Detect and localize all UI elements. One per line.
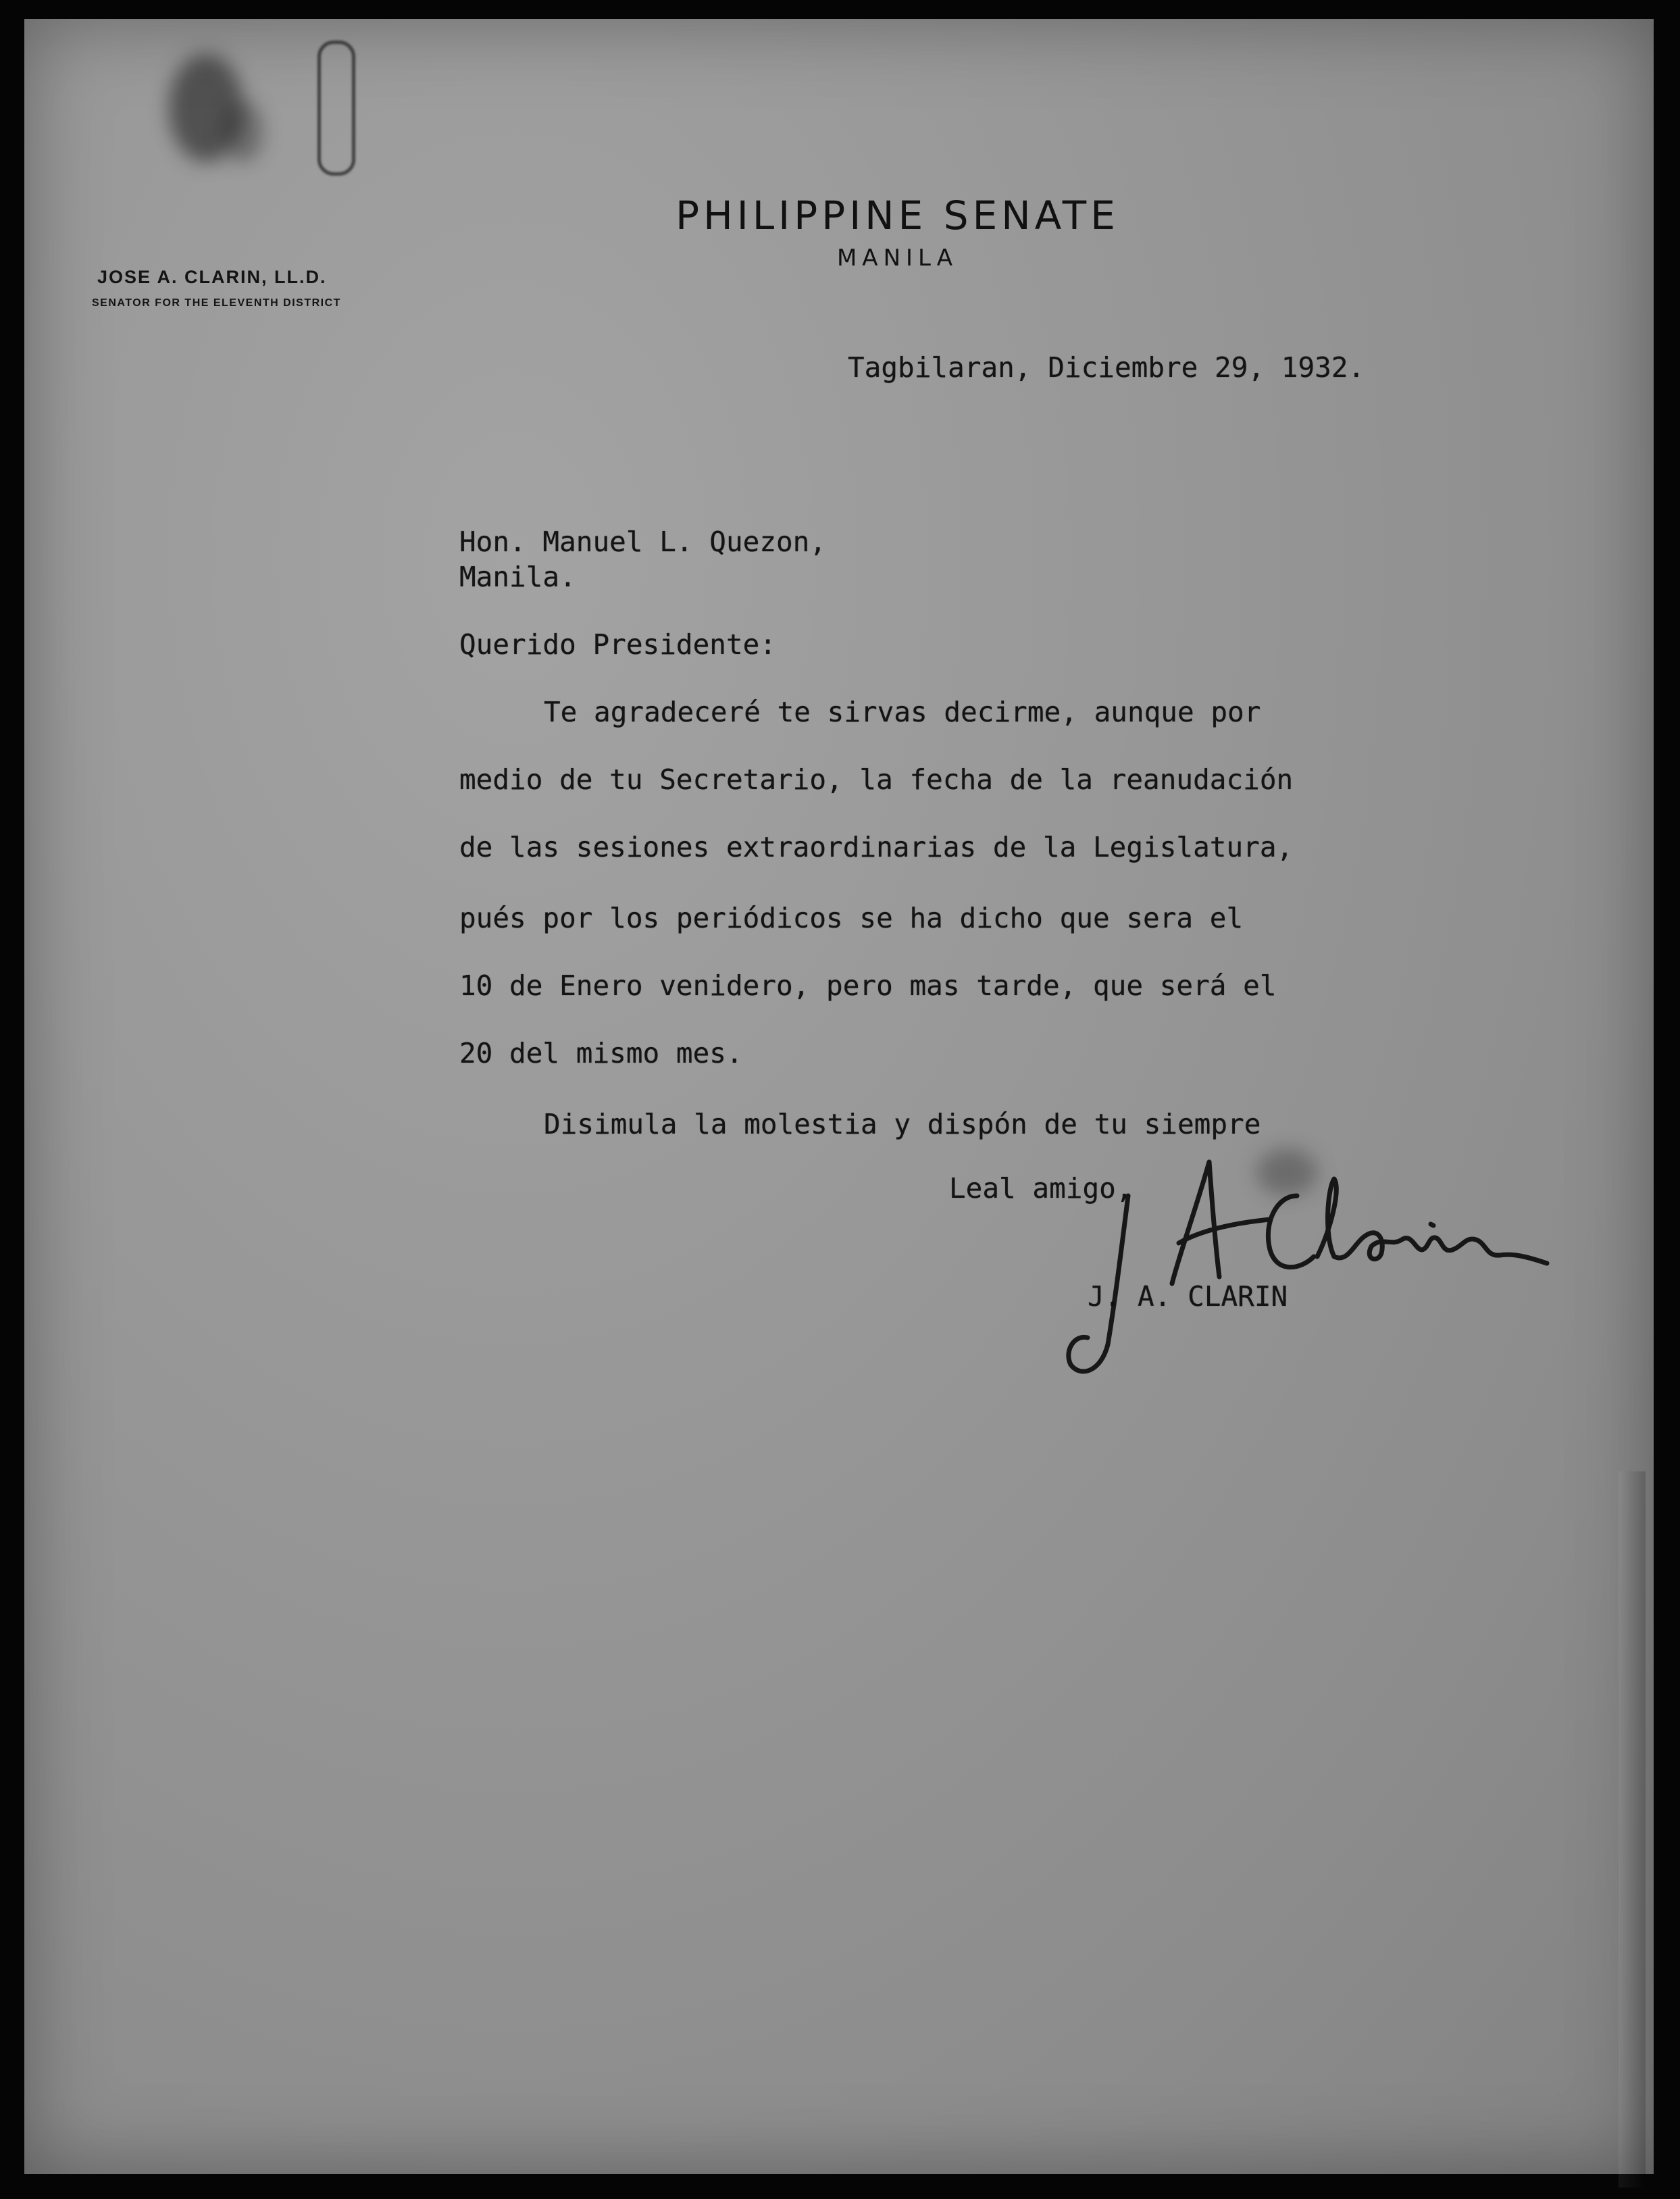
letterhead-institution: PHILIPPINE SENATE: [676, 193, 1119, 238]
body-line: Te agradeceré te sirvas decirme, aunque por: [544, 696, 1261, 728]
ink-smudge: [223, 101, 263, 162]
closing-line: Disimula la molestia y dispón de tu siempre: [544, 1108, 1261, 1140]
recipient-line: Manila.: [459, 561, 576, 593]
paperclip-mark: [317, 41, 355, 176]
place-date: Tagbilaran, Diciembre 29, 1932.: [848, 351, 1365, 384]
body-line: 10 de Enero venidero, pero mas tarde, que será el: [459, 969, 1277, 1002]
valediction: Leal amigo,: [949, 1172, 1133, 1205]
body-line: 20 del mismo mes.: [459, 1037, 743, 1069]
paper-fold: [1619, 1471, 1646, 2188]
letter-paper: [24, 19, 1654, 2174]
typed-signature: J. A. CLARIN: [1088, 1280, 1288, 1313]
sender-title: SENATOR FOR THE ELEVENTH DISTRICT: [92, 297, 341, 309]
ink-smudge: [1256, 1148, 1317, 1196]
body-line: pués por los periódicos se ha dicho que sera el: [459, 902, 1244, 934]
body-line: de las sesiones extraordinarias de la Legislatura,: [459, 831, 1294, 863]
recipient-line: Hon. Manuel L. Quezon,: [459, 526, 827, 558]
sender-name: JOSE A. CLARIN, LL.D.: [97, 267, 327, 287]
salutation: Querido Presidente:: [459, 628, 776, 661]
letterhead-city: MANILA: [836, 245, 959, 272]
body-line: medio de tu Secretario, la fecha de la reanudación: [459, 763, 1294, 796]
